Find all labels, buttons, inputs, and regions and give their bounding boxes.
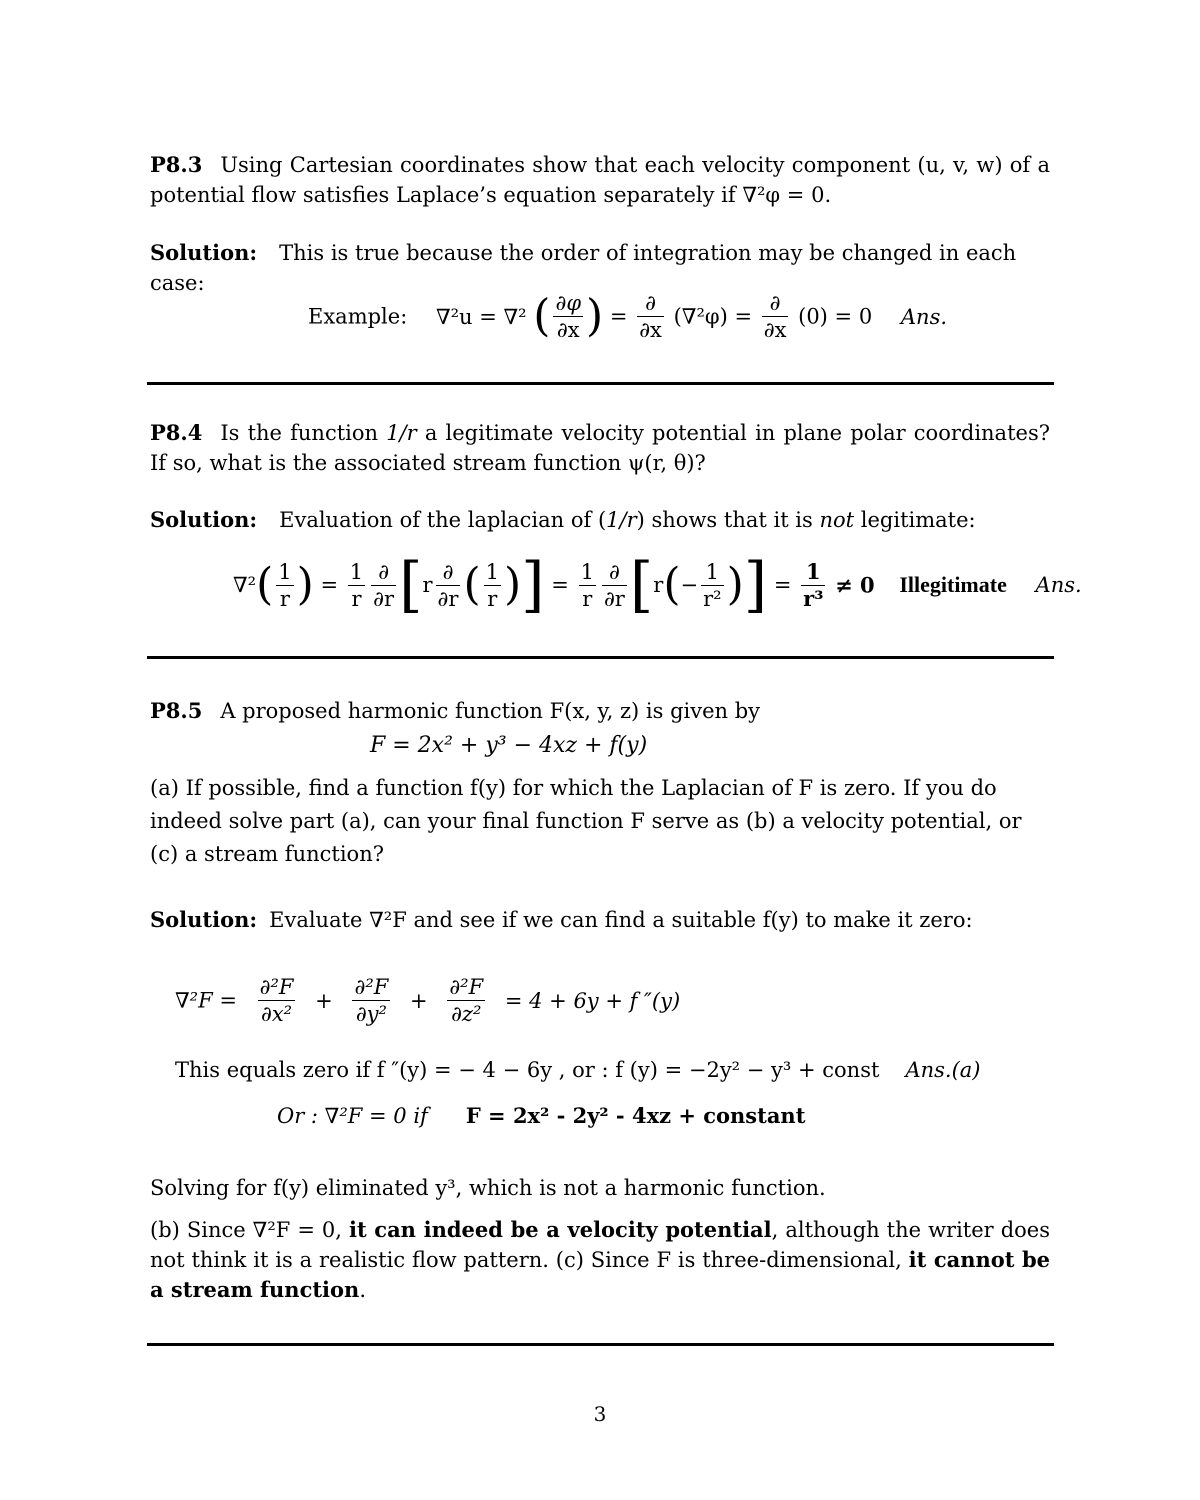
solution-p8-3 xyxy=(150,238,1050,298)
solution-p8-5: Solution: Evaluate ∇²F and see if we can find a suitable f(y) to make it zero: xyxy=(150,907,973,932)
problem-p8-3 xyxy=(150,150,1050,210)
zero-condition: This equals zero if f ″(y) = − 4 − 6y , or : f (y) = −2y² − y³ + const Ans.(a) xyxy=(175,1058,981,1082)
problem-label: P8.4 xyxy=(150,420,203,445)
or-condition: Or : ∇²F = 0 if F = 2x² - 2y² - 4xz + constant xyxy=(277,1103,806,1128)
question-p8-5: (a) If possible, find a function f(y) for which the Laplacian of F is zero. If you do indeed solve part (a), can your final function F serve as (b) a velocity potential, or (c) a stream function? xyxy=(150,776,1022,866)
solution-label: Solution: xyxy=(150,907,258,932)
equation-p8-3: Example: ∇²u = ∇² ( $\frac{\partial\varphi}{\partial x}$ ) = $\frac{\partial}{\partial x}$ (∇²φ) = $\frac{\partial}{\partial x}$ (0) = 0 Ans. xyxy=(308,290,948,342)
page-number: 3 xyxy=(593,1402,607,1426)
solution-label: Solution: xyxy=(150,507,258,532)
laplacian-equation: ∇²F = $\frac{\text{∂²F}}{\text{∂x²}}$ + $\frac{\text{∂²F}}{\text{∂y²}}$ + $\frac{\text{∂²F}}{\text{∂z²}}$ = 4 + 6y + f ″(y) xyxy=(175,975,681,1026)
solution-text: This is true because the order of integration may be changed in each case: xyxy=(150,241,1017,295)
solution-label: Solution: xyxy=(150,240,258,265)
problem-text: Using Cartesian coordinates show that each velocity component (u, v, w) of a potential flow satisfies Laplace’s equation separately if ∇²φ = 0. xyxy=(150,153,1050,207)
given-equation: F = 2x² + y³ − 4xz + f(y) xyxy=(370,733,648,758)
equation-p8-4: ∇²( $\frac{1}{r}$ ) = $\frac{1}{r}$ $\frac{\partial}{\partial r}$ [r $\frac{\partial}{\partial r}$ ( $\frac{1}{r}$ )] = $\frac{1}{r}$ $\frac{\partial}{\partial r}$ [r(− $\frac{1}{\text{r²}}$ )] = $\frac{1}{\text{r³}}$ ≠ 0 Illegitimate Ans. xyxy=(233,550,1082,620)
solution-p8-4: Solution: Evaluation of the laplacian of (1/r) shows that it is not legitimate: xyxy=(150,507,976,532)
problem-p8-5: P8.5 A proposed harmonic function F(x, y, z) is given by xyxy=(150,698,761,723)
note-text: Solving for f(y) eliminated y³, which is not a harmonic function. xyxy=(150,1176,826,1200)
final-answer: (b) Since ∇²F = 0, it can indeed be a velocity potential, although the writer does not think it is a realistic flow pattern. (c) Since F is three-dimensional, it cannot be a stream function. xyxy=(150,1217,1051,1302)
problem-label: P8.3 xyxy=(150,152,203,177)
section-divider xyxy=(147,1343,1054,1346)
problem-label: P8.5 xyxy=(150,698,203,723)
section-divider xyxy=(147,656,1054,659)
problem-p8-4: P8.4 Is the function 1/r a legitimate velocity potential in plane polar coordinates? If so, what is the associated stream function ψ(r, θ)? xyxy=(150,420,1050,475)
section-divider xyxy=(147,382,1054,385)
